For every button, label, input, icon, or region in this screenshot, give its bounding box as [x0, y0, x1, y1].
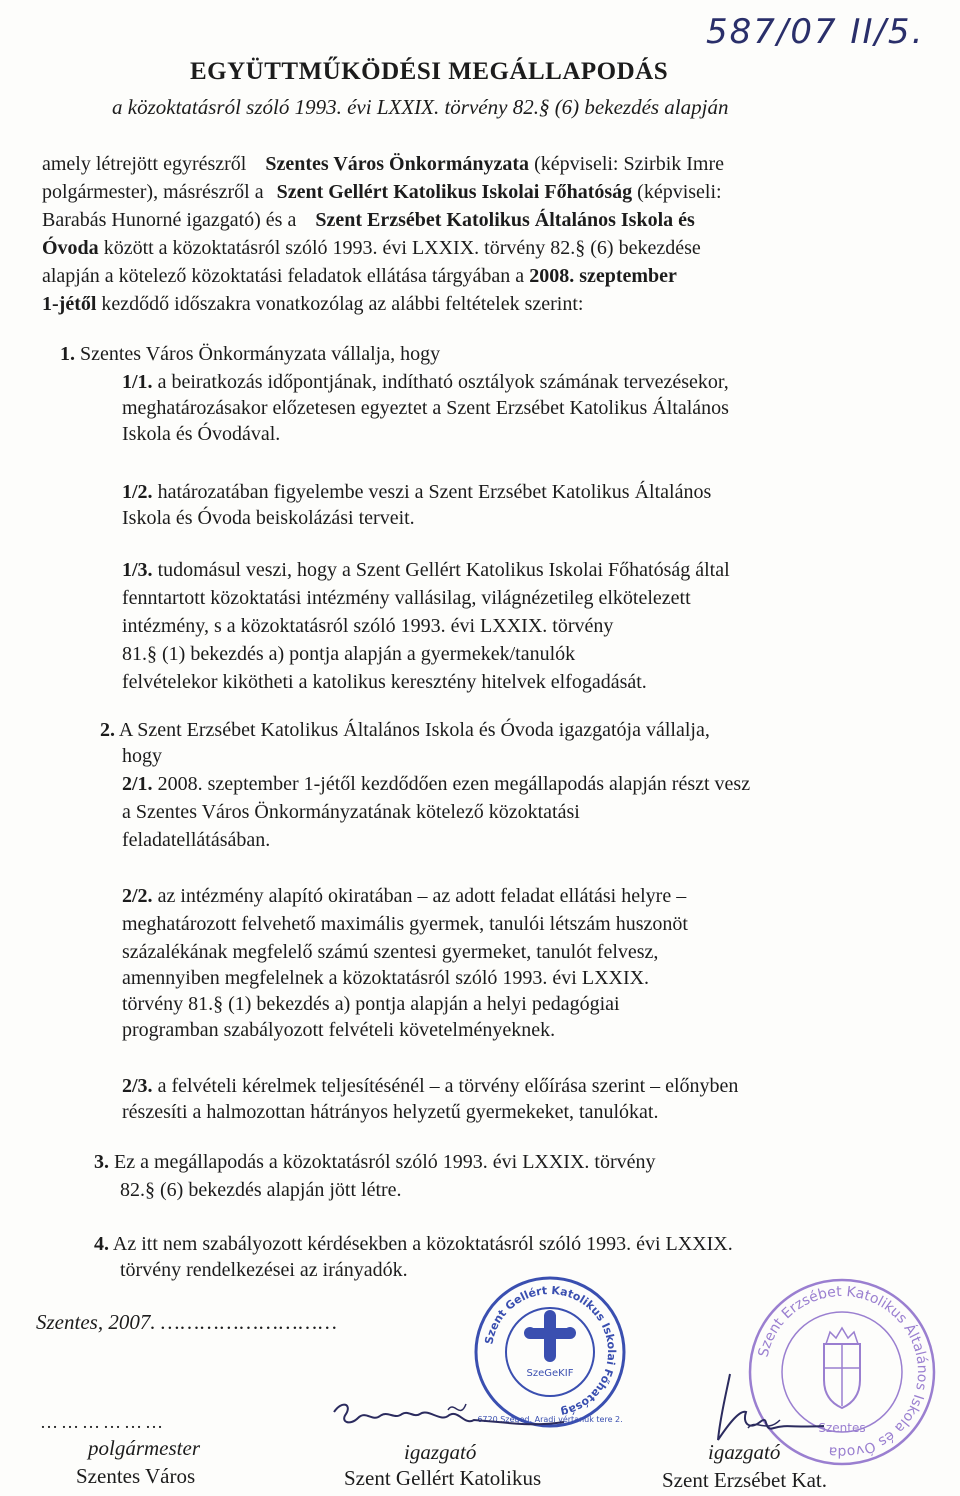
item-number: 1/3. [122, 559, 153, 581]
item-2-1-line-2: a Szentes Város Önkormányzatának kötelező közoktatási [122, 801, 580, 823]
section-1-heading [60, 342, 440, 366]
intro-text: polgármester), másrészről a [42, 181, 264, 203]
item-1-3-line-2: fenntartott közoktatási intézmény vallásilag, világnézetileg elkötelezett [122, 587, 691, 609]
item-1-2-line-2: Iskola és Óvoda beiskolázási terveit. [122, 507, 415, 529]
item-1-1-line-3: Iskola és Óvodával. [122, 423, 281, 445]
item-1-1-line-1 [122, 370, 729, 394]
item-2-2-line-4: amennyiben megfelelnek a közoktatásról szóló 1993. évi LXXIX. [122, 967, 650, 989]
intro-text: (képviseli: [637, 181, 722, 203]
document-title: EGYÜTTMŰKÖDÉSI MEGÁLLAPODÁS [190, 58, 669, 85]
signature-line-mayor: ……………… [40, 1412, 166, 1432]
item-text: 2008. szeptember 1-jétől kezdődően ezen megállapodás alapján részt vesz [157, 773, 751, 795]
item-2-3-line-1 [122, 1074, 738, 1098]
signature-role-gellert: igazgató [404, 1440, 477, 1464]
place-date [36, 1310, 338, 1334]
handwritten-reference: 587/07 II/5. [706, 12, 925, 52]
item-number: 1/2. [122, 481, 153, 503]
item-2-1-line-3: feladatellátásában. [122, 829, 271, 851]
intro-text: között a közoktatásról szóló 1993. évi LXXIX. törvény 82.§ (6) bekezdése [103, 237, 701, 259]
signature-org-mayor: Szentes Város [76, 1464, 196, 1488]
cross-icon [524, 1310, 576, 1362]
item-number: 1/1. [122, 371, 153, 393]
section-4-line-1 [94, 1232, 733, 1256]
intro-line-3 [42, 208, 695, 232]
signature-igazgato-erzsebet [700, 1370, 830, 1450]
item-2-2-line-2: meghatározott felvehető maximális gyermek, tanulói létszám huszonöt [122, 913, 688, 935]
item-number: 2/3. [122, 1075, 153, 1097]
section-4-line-2: törvény rendelkezései az irányadók. [120, 1259, 408, 1281]
section-2-heading-cont: hogy [122, 745, 162, 767]
intro-text: alapján a kötelező közoktatási feladatok ellátása tárgyában a [42, 265, 525, 287]
item-text: az intézmény alapító okiratában – az adott feladat ellátási helyre – [157, 885, 687, 907]
section-text: Ez a megállapodás a közoktatásról szóló 1993. évi LXXIX. törvény [114, 1151, 656, 1173]
section-3-line-2: 82.§ (6) bekezdés alapján jött létre. [120, 1179, 402, 1201]
section-number: 3. [94, 1151, 109, 1173]
party-fohatosag: Szent Gellért Katolikus Iskolai Főhatóság [276, 181, 633, 203]
intro-text: kezdődő időszakra vonatkozólag az alábbi feltételek szerint: [101, 293, 584, 315]
signature-role-erzsebet: igazgató [708, 1440, 781, 1464]
document-subtitle: a közoktatásról szóló 1993. évi LXXIX. törvény 82.§ (6) bekezdés alapján [112, 95, 729, 119]
stamp1-address: 6720 Szeged, Aradi vértanúk tere 2. [477, 1415, 623, 1424]
item-2-2-line-3: százalékának megfelelő számú szentesi gyermeket, tanulót felvesz, [122, 941, 659, 963]
start-date-cont: 1-jétől [42, 293, 97, 315]
signature-igazgato-gellert [328, 1392, 568, 1442]
section-number: 4. [94, 1233, 109, 1255]
stamp2-city: Szentes [818, 1421, 866, 1435]
section-text: Az itt nem szabályozott kérdésekben a közoktatásról szóló 1993. évi LXXIX. [112, 1233, 733, 1255]
intro-line-1 [42, 152, 724, 176]
section-3-line-1 [94, 1150, 656, 1174]
place-date-text: Szentes, 2007. [36, 1310, 156, 1334]
intro-line-2 [42, 180, 722, 204]
section-number: 2. [100, 719, 115, 741]
item-2-3-line-2: részesíti a halmozottan hátrányos helyzetű gyermekeket, tanulókat. [122, 1101, 659, 1123]
section-heading-text: Szentes Város Önkormányzata vállalja, hogy [80, 343, 441, 365]
section-2-heading [100, 718, 710, 742]
item-number: 2/1. [122, 773, 153, 795]
start-date: 2008. szeptember [529, 265, 677, 287]
stamp1-code: SzeGeKIF [526, 1368, 574, 1379]
item-1-3-line-4: 81.§ (1) bekezdés a) pontja alapján a gyermekek/tanulók [122, 643, 576, 665]
item-text: határozatában figyelembe veszi a Szent Erzsébet Katolikus Általános [157, 481, 712, 503]
stamp1-ring-text: Szent Gellért Katolikus Iskolai Főhatóság [482, 1283, 619, 1419]
item-1-1-line-2: meghatározásakor előzetesen egyeztet a Szent Erzsébet Katolikus Általános [122, 397, 729, 419]
signature-role-mayor: polgármester [88, 1436, 200, 1460]
stamp2-ring-text: Szent Erzsébet Katolikus Általános Iskola és Óvoda [755, 1283, 931, 1461]
intro-line-4 [42, 236, 701, 260]
intro-line-6 [42, 292, 583, 316]
item-2-2-line-6: programban szabályozott felvételi követelményeknek. [122, 1019, 556, 1041]
intro-line-5 [42, 264, 677, 288]
section-number: 1. [60, 343, 75, 365]
date-blank: ……………………… [160, 1310, 338, 1334]
intro-text: Barabás Hunorné igazgató) és a [42, 209, 297, 231]
signature-org-erzsebet: Szent Erzsébet Kat. [662, 1468, 828, 1492]
item-1-3-line-3: intézmény, s a közoktatásról szóló 1993. évi LXXIX. törvény [122, 615, 614, 637]
item-1-3-line-1 [122, 558, 730, 582]
item-2-2-line-5: törvény 81.§ (1) bekezdés a) pontja alapján a helyi pedagógiai [122, 993, 620, 1015]
party-school: Szent Erzsébet Katolikus Általános Iskola és [315, 209, 695, 231]
item-2-2-line-1 [122, 884, 686, 908]
item-number: 2/2. [122, 885, 153, 907]
intro-text: amely létrejött egyrészről [42, 153, 247, 175]
party-szentes: Szentes Város Önkormányzata [265, 153, 530, 175]
item-text: a felvételi kérelmek teljesítésénél – a törvény előírása szerint – előnyben [157, 1075, 739, 1097]
item-1-2-line-1 [122, 480, 711, 504]
item-2-1-line-1 [122, 772, 750, 796]
party-school-cont: Óvoda [42, 237, 99, 259]
section-heading-text: A Szent Erzsébet Katolikus Általános Iskola és Óvoda igazgatója vállalja, [118, 719, 710, 741]
signature-org-gellert: Szent Gellért Katolikus [344, 1466, 542, 1490]
item-1-3-line-5: felvételekor kikötheti a katolikus keresztény hitelvek elfogadását. [122, 671, 647, 693]
item-text: a beiratkozás időpontjának, indítható osztályok számának tervezésekor, [157, 371, 729, 393]
intro-text: (képviseli: Szirbik Imre [534, 153, 725, 175]
item-text: tudomásul veszi, hogy a Szent Gellért Katolikus Iskolai Főhatóság által [157, 559, 730, 581]
